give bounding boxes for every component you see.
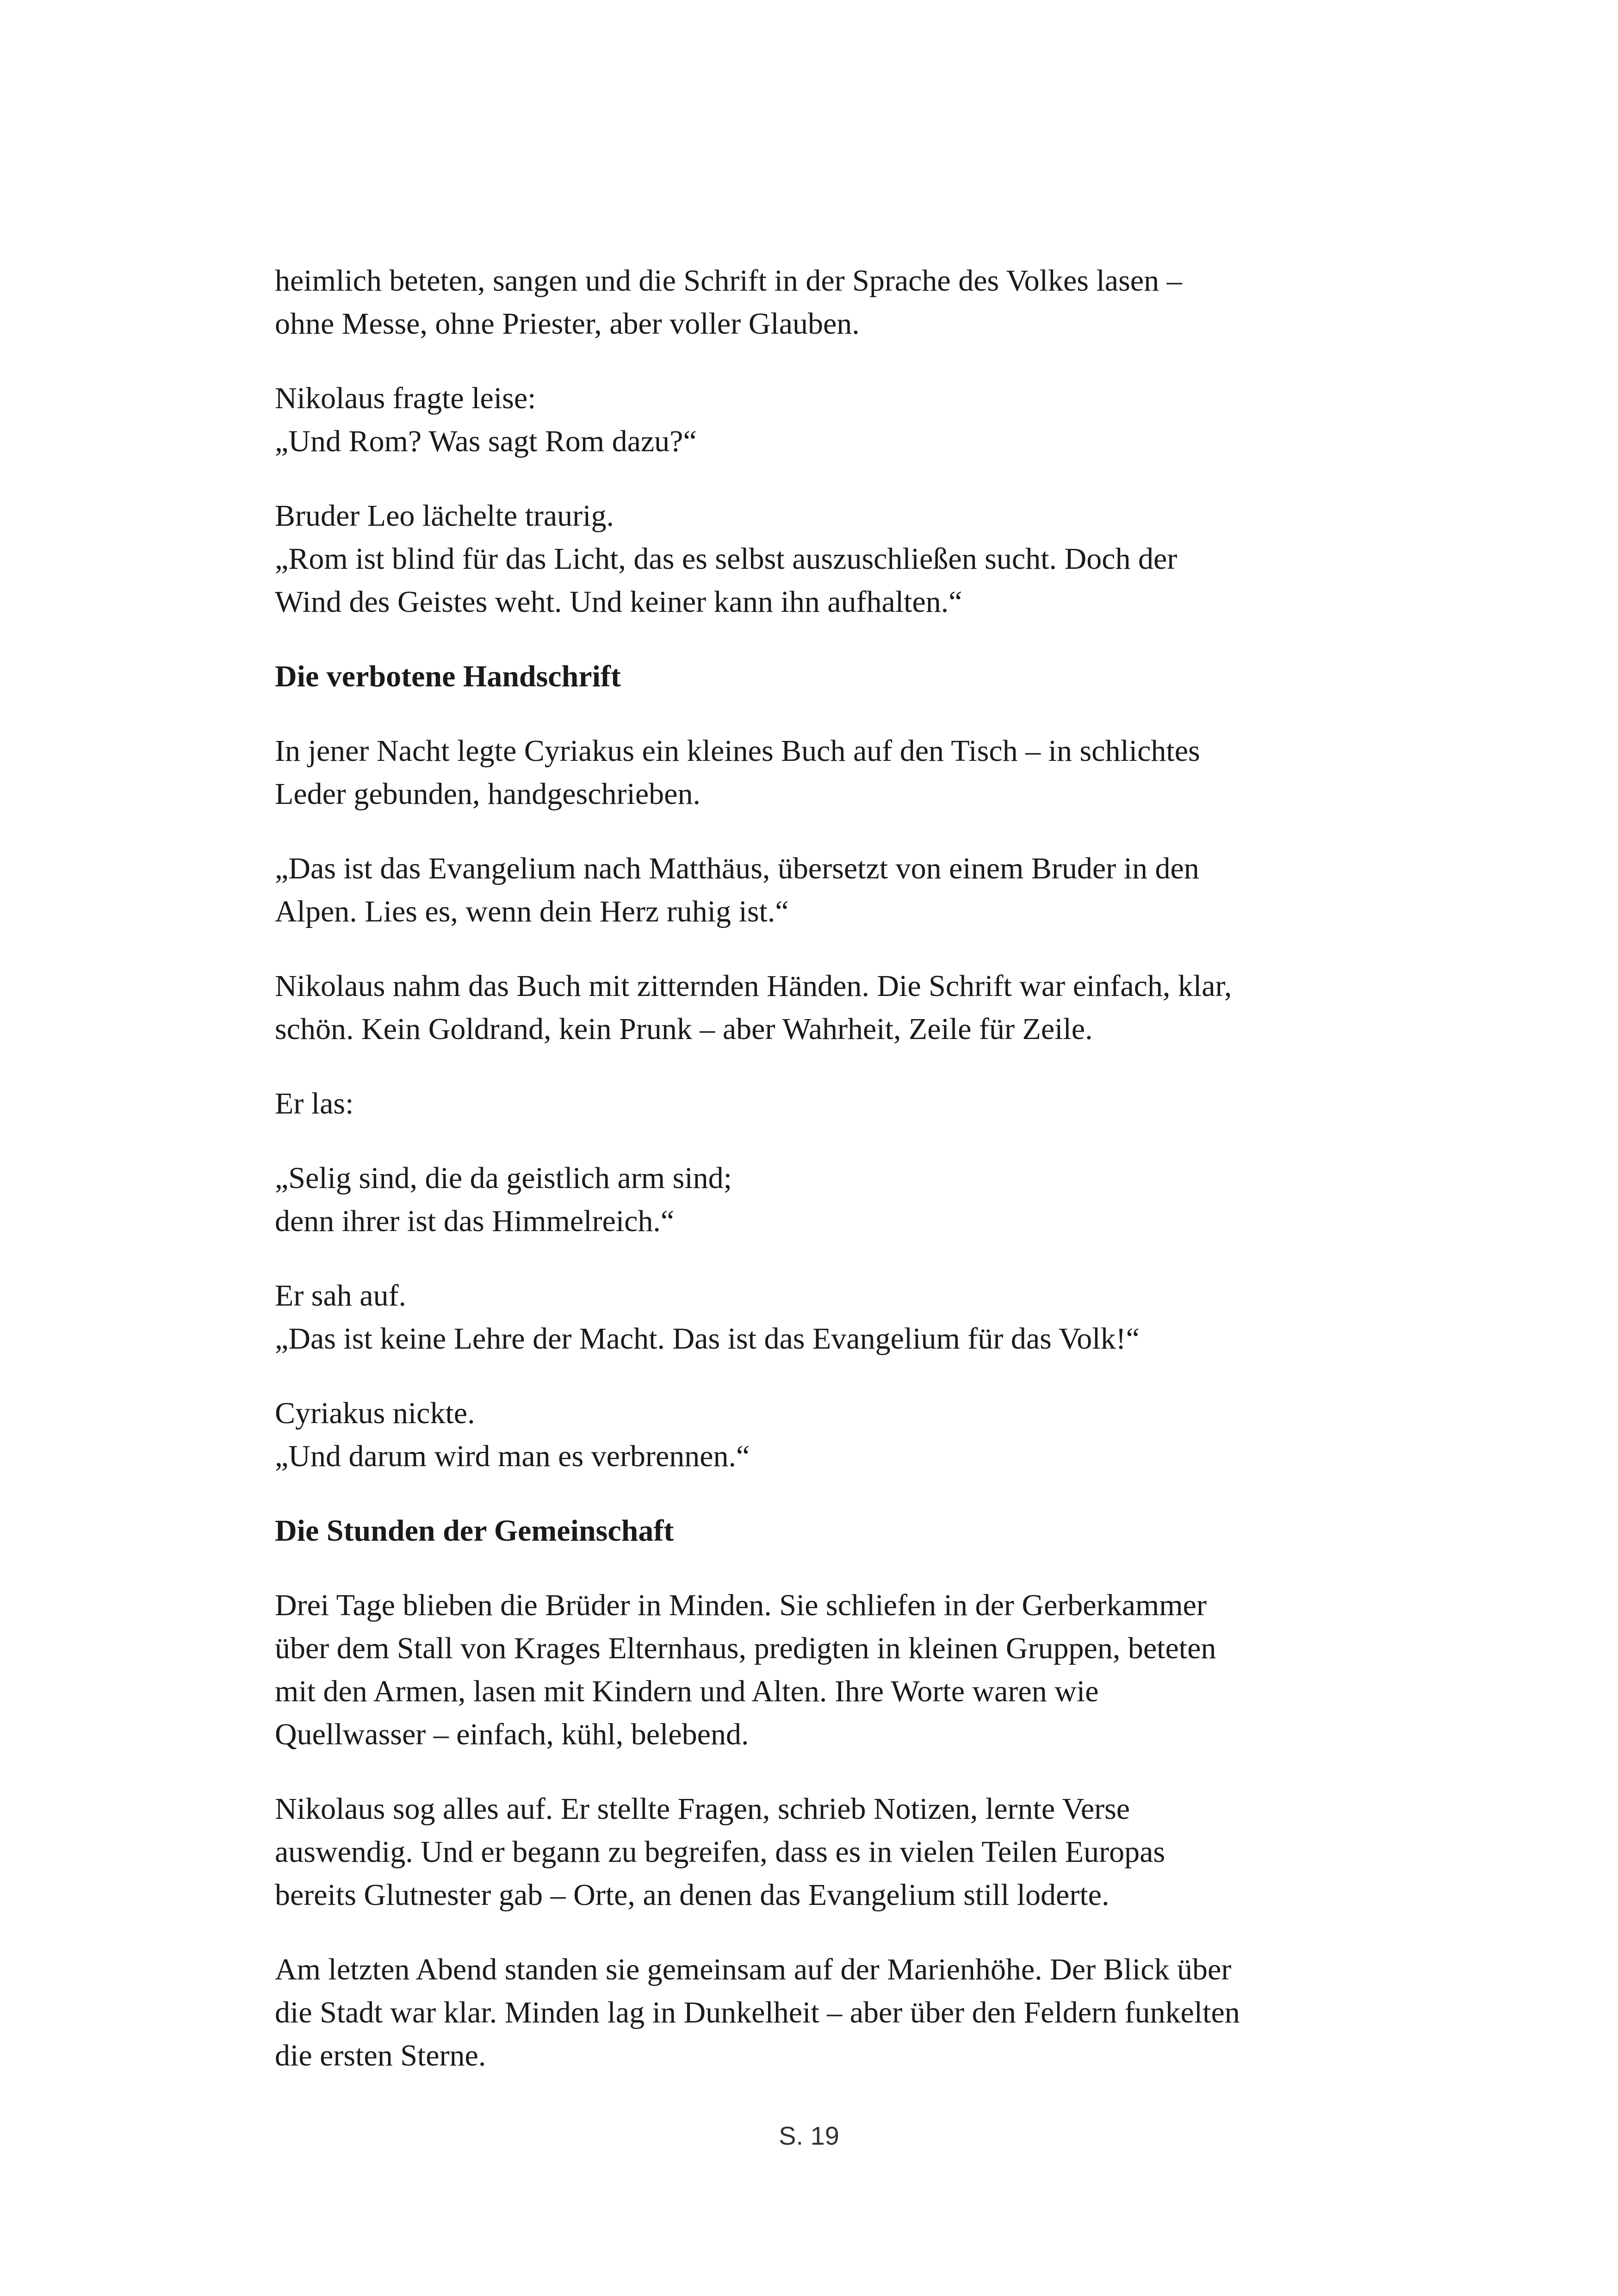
page-number: S. 19 — [779, 2121, 839, 2150]
text-line: Er sah auf. — [275, 1279, 407, 1313]
paragraph — [275, 847, 1353, 933]
text-line: Am letzten Abend standen sie gemeinsam auf der Marienhöhe. Der Blick über — [275, 1953, 1232, 1986]
text-line: Nikolaus sog alles auf. Er stellte Fragen, schrieb Notizen, lernte Verse — [275, 1792, 1130, 1826]
text-line: ohne Messe, ohne Priester, aber voller Glauben. — [275, 307, 860, 341]
paragraph — [275, 1157, 1353, 1243]
text-line: „Selig sind, die da geistlich arm sind; — [275, 1161, 732, 1195]
paragraph — [275, 964, 1353, 1051]
paragraph — [275, 377, 1353, 463]
text-line: über dem Stall von Krages Elternhaus, predigten in kleinen Gruppen, beteten — [275, 1631, 1216, 1665]
text-line: auswendig. Und er begann zu begreifen, dass es in vielen Teilen Europas — [275, 1835, 1165, 1869]
text-line: Drei Tage blieben die Brüder in Minden. Sie schliefen in der Gerberkammer — [275, 1588, 1207, 1622]
paragraph — [275, 729, 1353, 815]
text-line: „Rom ist blind für das Licht, das es selbst auszuschließen sucht. Doch der — [275, 542, 1178, 576]
page-body — [275, 259, 1353, 2109]
text-line: die Stadt war klar. Minden lag in Dunkelheit – aber über den Feldern funkelten — [275, 1996, 1240, 2029]
text-line: Cyriakus nickte. — [275, 1396, 475, 1430]
text-line: die ersten Sterne. — [275, 2039, 486, 2072]
text-line: Nikolaus nahm das Buch mit zitternden Händen. Die Schrift war einfach, klar, — [275, 969, 1232, 1003]
paragraph — [275, 1787, 1353, 1916]
paragraph — [275, 259, 1353, 345]
text-line: Alpen. Lies es, wenn dein Herz ruhig ist.“ — [275, 895, 789, 928]
text-line: denn ihrer ist das Himmelreich.“ — [275, 1204, 675, 1238]
text-line: „Das ist keine Lehre der Macht. Das ist das Evangelium für das Volk!“ — [275, 1322, 1140, 1356]
section-heading: Die Stunden der Gemeinschaft — [275, 1514, 674, 1548]
text-line: „Das ist das Evangelium nach Matthäus, übersetzt von einem Bruder in den — [275, 852, 1199, 885]
text-line: mit den Armen, lasen mit Kindern und Alten. Ihre Worte waren wie — [275, 1674, 1099, 1708]
paragraph — [275, 494, 1353, 623]
text-line: „Und Rom? Was sagt Rom dazu?“ — [275, 424, 697, 458]
text-line: In jener Nacht legte Cyriakus ein kleines Buch auf den Tisch – in schlichtes — [275, 734, 1200, 768]
text-line: Nikolaus fragte leise: — [275, 381, 536, 415]
text-line: Leder gebunden, handgeschrieben. — [275, 777, 701, 811]
paragraph — [275, 1082, 1353, 1125]
text-line: Quellwasser – einfach, kühl, belebend. — [275, 1717, 749, 1751]
text-line: „Und darum wird man es verbrennen.“ — [275, 1439, 750, 1473]
text-line: Wind des Geistes weht. Und keiner kann ihn aufhalten.“ — [275, 585, 962, 619]
paragraph — [275, 1584, 1353, 1756]
paragraph — [275, 1948, 1353, 2077]
text-line: Bruder Leo lächelte traurig. — [275, 499, 614, 533]
text-line: bereits Glutnester gab – Orte, an denen das Evangelium still loderte. — [275, 1878, 1110, 1912]
paragraph — [275, 1392, 1353, 1478]
paragraph — [275, 1274, 1353, 1360]
section-heading: Die verbotene Handschrift — [275, 660, 621, 693]
text-line: Er las: — [275, 1087, 354, 1120]
text-line: schön. Kein Goldrand, kein Prunk – aber Wahrheit, Zeile für Zeile. — [275, 1012, 1093, 1046]
text-line: heimlich beteten, sangen und die Schrift in der Sprache des Volkes lasen – — [275, 264, 1182, 298]
